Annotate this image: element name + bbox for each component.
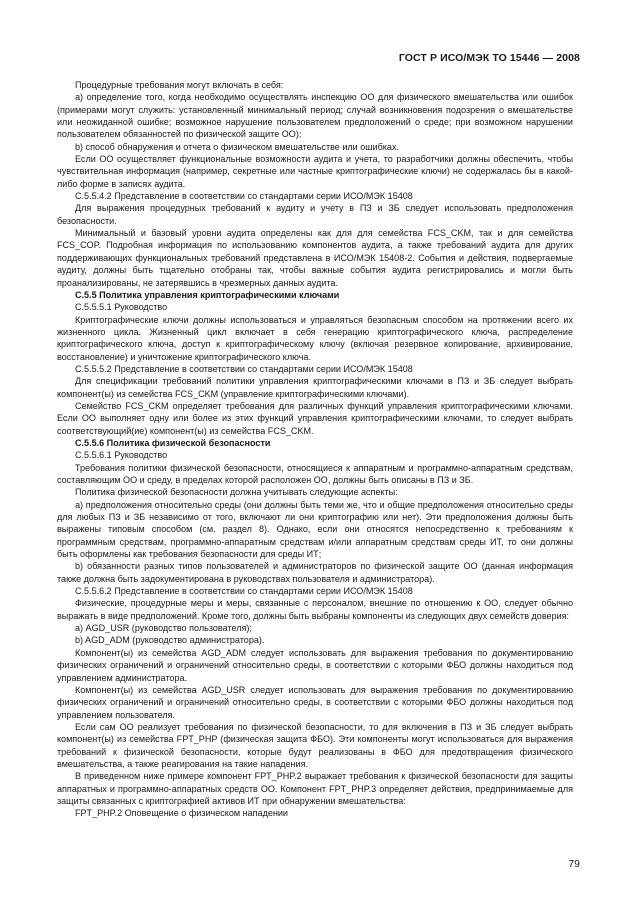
subsection-heading: С.5.5.6.1 Руководство — [75, 450, 168, 461]
paragraph: В приведенном ниже примере компонент FPT_PHP.2 выражает требования к физической безопасности для защиты аппаратных и программно-аппаратных средств ОО. Компонент FPT_PHP.3 определяет действия, предпринимаемые для защиты связанных с криптографией активов ИТ при обнаружении вмешательства: — [57, 771, 573, 806]
subsection-heading: С.5.5.5.1 Руководство — [75, 302, 168, 313]
paragraph: Физические, процедурные меры и меры, связанные с персоналом, внешние по отношению к ОО, следует обычно выражать в виде предположений. Кроме того, должны быть выбраны компоненты из следующих двух семейств доверия: — [57, 598, 573, 621]
document-header: ГОСТ Р ИСО/МЭК ТО 15446 — 2008 — [398, 52, 580, 64]
subsection-heading: С.5.5.6.2 Представление в соответствии со стандартами серии ИСО/МЭК 15408 — [75, 586, 413, 597]
list-item: а) предположения относительно среды (они должны быть теми же, что и общие предположения относительно среды для любых ПЗ и ЗБ независимо от того, включают ли они криптографию или нет). Эти предположения должны быть выражены типовым способом (см. раздел 8). Однако, если они относятся непосредственно к требованиям к программным средствам, программно-аппаратным средствам и/или аппаратным средствам среды ИТ, то они должны быть оформлены как требования безопасности для среды ИТ; — [57, 499, 573, 560]
paragraph: Семейство FCS_CKM определяет требования для различных функций управления криптографическими ключами. Если ОО выполняет одну или более из этих функций управления криптографическими ключами, то следует выбрать соответствующий(ие) компонент(ы) из семейства FCS_CKM. — [57, 400, 573, 436]
list-item: а) определение того, когда необходимо осуществлять инспекцию ОО для физического вмешательства или ошибок (примерами могут служить: установленный минимальный период; случай возникновения подозрения о вмешательстве или неожиданной ошибке; возможное нарушение пользователем предположений о среде; при возможном нарушении пользователем обязанностей по физической защите ОО); — [57, 92, 573, 140]
paragraph: Если сам ОО реализует требования по физической безопасности, то для включения в ПЗ и ЗБ следует выбрать компонент(ы) из семейства FPT_PHP (физическая защита ФБО). Эти компоненты могут использоваться для выражения требований к физической безопасности, которые будут реализованы в ФБО для предотвращения физического вмешательства, а также реагирования на такие нападения. — [57, 721, 573, 769]
page-number: 79 — [568, 858, 580, 870]
paragraph: Минимальный и базовый уровни аудита определены как для для семейства FCS_CKM, так и для семейства FCS_COP. Подробная информация по использованию компонентов аудита, а также требований аудита для других поддерживающих функциональных требований представлена в ИСО/МЭК 15408-2. События и действия, подвергаемые аудиту, должны быть тщательно отобраны так, чтобы важные события аудита регистрировались и могли быть проанализированы, не затерявшись в чрезмерных данных аудита. — [57, 228, 573, 288]
paragraph: Компонент(ы) из семейства AGD_ADM следует использовать для выражения требования по документированию физических ограничений и ограничений относительно среды, в соответствии с которыми ФБО должны находиться под управлением администратора. — [57, 647, 573, 683]
paragraph: Для спецификации требований политики управления криптографическими ключами в ПЗ и ЗБ следует выбрать компонент(ы) из семейства FCS_CKM (управление криптографическими ключами). — [57, 376, 573, 399]
document-body — [57, 79, 573, 820]
paragraph: FPT_PHP.2 Оповещение о физическом нападении — [75, 808, 288, 819]
list-item: b) обязанности разных типов пользователей и администраторов по физической защите ОО (данная информация также должна быть задокументирована в руководствах пользователя и администратора). — [57, 561, 573, 584]
paragraph: Процедурные требования могут включать в себя: — [75, 80, 284, 90]
paragraph: Политика физической безопасности должна учитывать следующие аспекты: — [75, 487, 398, 498]
list-item: а) AGD_USR (руководство пользователя); — [75, 623, 252, 634]
subsection-heading: С.5.5.4.2 Представление в соответствии со стандартами серии ИСО/МЭК 15408 — [75, 191, 413, 202]
paragraph: Требования политики физической безопасности, относящиеся к аппаратным и программно-аппаратным средствам, составляющим ОО и среду, в пределах которой расположен ОО, должны быть описаны в ПЗ и ЗБ. — [57, 462, 573, 485]
paragraph: Если ОО осуществляет функциональные возможности аудита и учета, то разработчики должны обеспечить, чтобы чувствительная информация (например, секретные или частные криптографические ключи) не содержалась бы в какой-либо форме в записях аудита. — [57, 154, 573, 189]
subsection-heading: С.5.5.5.2 Представление в соответствии со стандартами серии ИСО/МЭК 15408 — [75, 363, 413, 374]
section-heading: С.5.5.6 Политика физической безопасности — [75, 437, 271, 448]
paragraph: Криптографические ключи должны использоваться и управляться безопасным способом на протяжении всего их жизненного цикла. Жизненный цикл включает в себя генерацию криптографического ключа, распределение криптографического ключа, доступ к криптографическому ключу (включая резервное копирование, архивирование, восстановление) и уничтожение криптографического ключа. — [57, 314, 573, 362]
list-item: b) AGD_ADM (руководство администратора). — [75, 635, 265, 646]
section-heading: С.5.5 Политика управления криптографическими ключами — [75, 289, 340, 300]
list-item: b) способ обнаружения и отчета о физическом вмешательстве или ошибках. — [75, 141, 399, 152]
paragraph: Для выражения процедурных требований к аудиту и учету в ПЗ и ЗБ следует использовать предположения безопасности. — [57, 203, 573, 226]
paragraph: Компонент(ы) из семейства AGD_USR следует использовать для выражения требования по документированию физических ограничений и ограничений относительно среды, в соответствии с которыми ФБО должны находиться под управлением пользователя. — [57, 684, 573, 720]
